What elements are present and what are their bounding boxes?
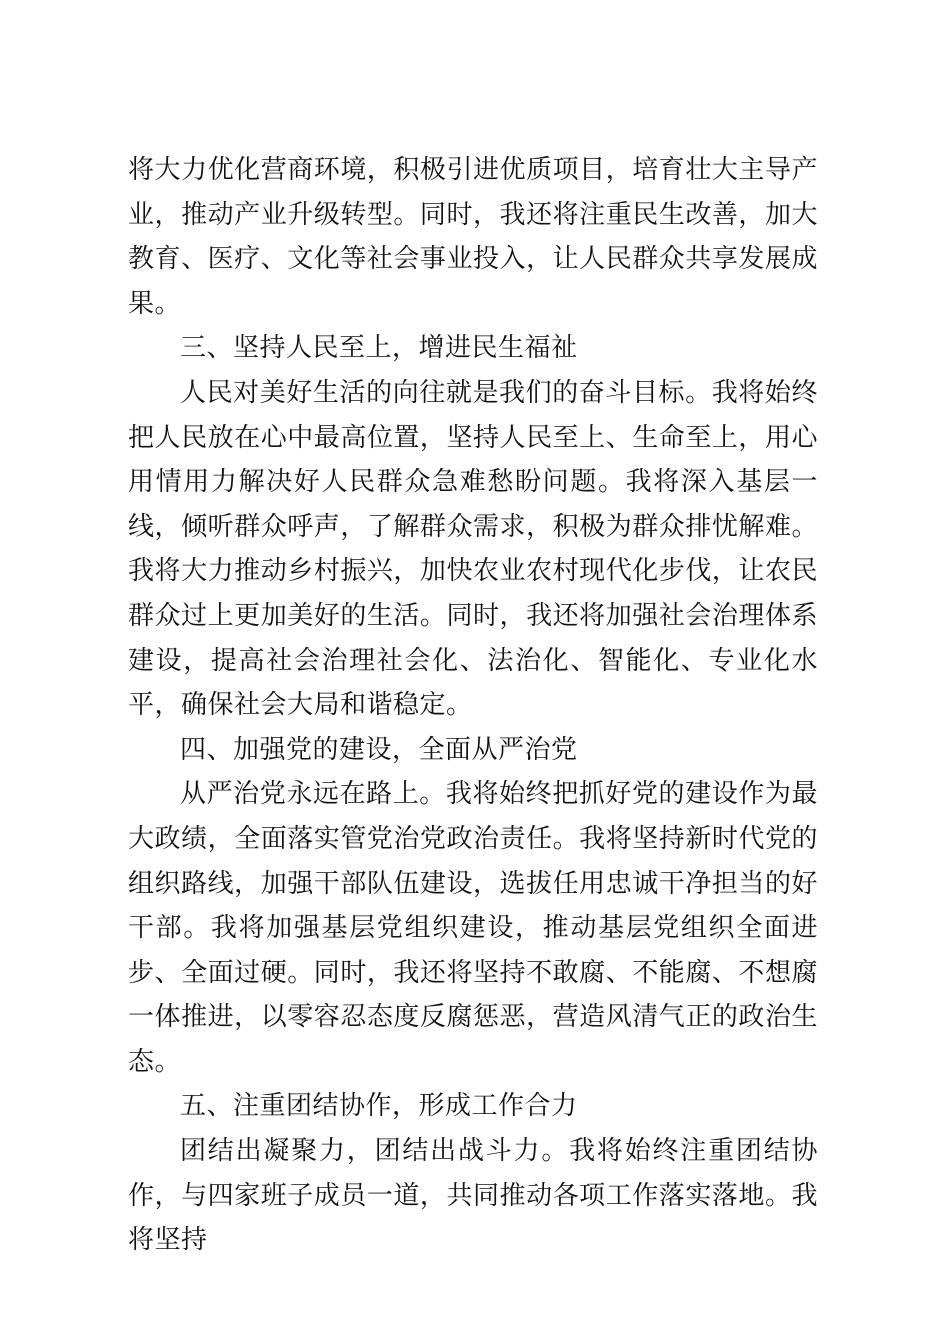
section-heading-3: 三、坚持人民至上，增进民生福祉 xyxy=(180,333,578,364)
section-heading-5: 五、注重团结协作，形成工作合力 xyxy=(180,1091,578,1122)
paragraph-continued: 将大力优化营商环境，积极引进优质项目，培育壮大主导产业，推动产业升级转型。同时，我还将注重民生改善，加大教育、医疗、文化等社会事业投入，让人民群众共享发展成果。 xyxy=(128,155,818,319)
document-body xyxy=(128,148,818,1263)
paragraph-section-3: 人民对美好生活的向往就是我们的奋斗目标。我将始终把人民放在心中最高位置，坚持人民至上、生命至上，用心用情用力解决好人民群众急难愁盼问题。我将深入基层一线，倾听群众呼声，了解群众需求，积极为群众排忧解难。我将大力推动乡村振兴，加快农业农村现代化步伐，让农民群众过上更加美好的生活。同时，我还将加强社会治理体系建设，提高社会治理社会化、法治化、智能化、专业化水平，确保社会大局和谐稳定。 xyxy=(128,377,818,721)
paragraph-section-5: 团结出凝聚力，团结出战斗力。我将始终注重团结协作，与四家班子成员一道，共同推动各项工作落实落地。我将坚持 xyxy=(128,1136,818,1256)
section-heading-4: 四、加强党的建设，全面从严治党 xyxy=(180,734,578,765)
paragraph-section-4: 从严治党永远在路上。我将始终把抓好党的建设作为最大政绩，全面落实管党治党政治责任。我将坚持新时代党的组织路线，加强干部队伍建设，选拔任用忠诚干净担当的好干部。我将加强基层党组织建设，推动基层党组织全面进步、全面过硬。同时，我还将坚持不敢腐、不能腐、不想腐一体推进，以零容忍态度反腐惩恶，营造风清气正的政治生态。 xyxy=(128,779,818,1077)
